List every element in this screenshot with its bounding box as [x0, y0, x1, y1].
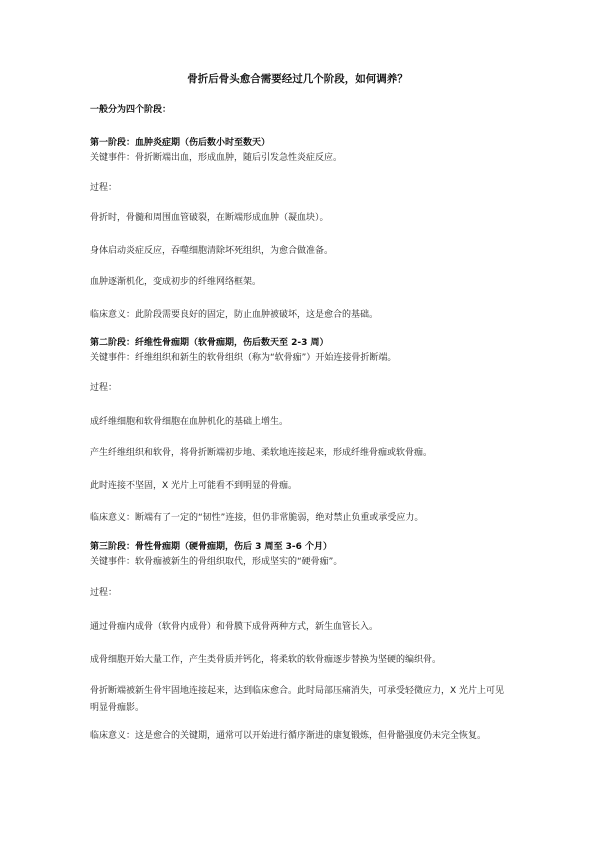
stage-2-point-2: 产生纤维组织和软骨，将骨折断端初步地、柔软地连接起来，形成纤维骨痂或软骨痂。	[90, 448, 433, 458]
stage-2-key-event: 关键事件：纤维组织和新生的软骨组织（称为“软骨痂”）开始连接骨折断端。	[90, 353, 397, 363]
stage-3-point-2: 成骨细胞开始大量工作，产生类骨质并钙化，将柔软的软骨痂逐步替换为坚硬的编织骨。	[90, 655, 442, 665]
stage-2-point-1: 成纤维细胞和软骨细胞在血肿机化的基础上增生。	[90, 417, 289, 427]
stage-1-key-event: 关键事件：骨折断端出血，形成血肿，随后引发急性炎症反应。	[90, 153, 343, 163]
intro-text: 一般分为四个阶段：	[90, 105, 172, 115]
stage-3-point-3: 骨折断端被新生骨牢固地连接起来，达到临床愈合。此时局部压痛消失，可承受轻微应力，X 光片上可见明显骨痂影。	[90, 686, 505, 713]
document-title: 骨折后骨头愈合需要经过几个阶段，如何调养？	[187, 73, 408, 85]
stage-3-heading: 第三阶段：骨性骨痂期（硬骨痂期，伤后 3 周至 3-6 个月）	[90, 542, 333, 552]
stage-1-process-label: 过程：	[90, 183, 118, 193]
stage-3-process-label: 过程：	[90, 588, 118, 598]
stage-1-point-3: 血肿逐渐机化，变成初步的纤维网络框架。	[90, 277, 262, 287]
stage-3-key-event: 关键事件：软骨痂被新生的骨组织取代，形成坚实的“硬骨痂”。	[90, 557, 343, 567]
stage-1-point-2: 身体启动炎症反应，吞噬细胞清除坏死组织，为愈合做准备。	[90, 246, 334, 256]
stage-3-point-1: 通过骨痂内成骨（软骨内成骨）和骨膜下成骨两种方式，新生血管长入。	[90, 622, 379, 632]
stage-2-heading: 第二阶段：纤维性骨痂期（软骨痂期，伤后数天至 2-3 周）	[90, 338, 329, 348]
stage-1-heading: 第一阶段：血肿炎症期（伤后数小时至数天）	[90, 138, 271, 148]
stage-1-point-1: 骨折时，骨髓和周围血管破裂，在断端形成血肿（凝血块）。	[90, 213, 329, 223]
stage-2-process-label: 过程：	[90, 383, 118, 393]
stage-2-significance: 临床意义：断端有了一定的“韧性”连接，但仍非常脆弱，绝对禁止负重或承受应力。	[90, 513, 424, 523]
stage-3-significance: 临床意义：这是愈合的关键期，通常可以开始进行循序渐进的康复锻炼，但骨骼强度仍未完全恢复。	[90, 731, 487, 741]
stage-2-point-3: 此时连接不坚固，X 光片上可能看不到明显的骨痂。	[90, 481, 298, 491]
stage-1-significance: 临床意义：此阶段需要良好的固定，防止血肿被破坏，这是愈合的基础。	[90, 310, 379, 320]
